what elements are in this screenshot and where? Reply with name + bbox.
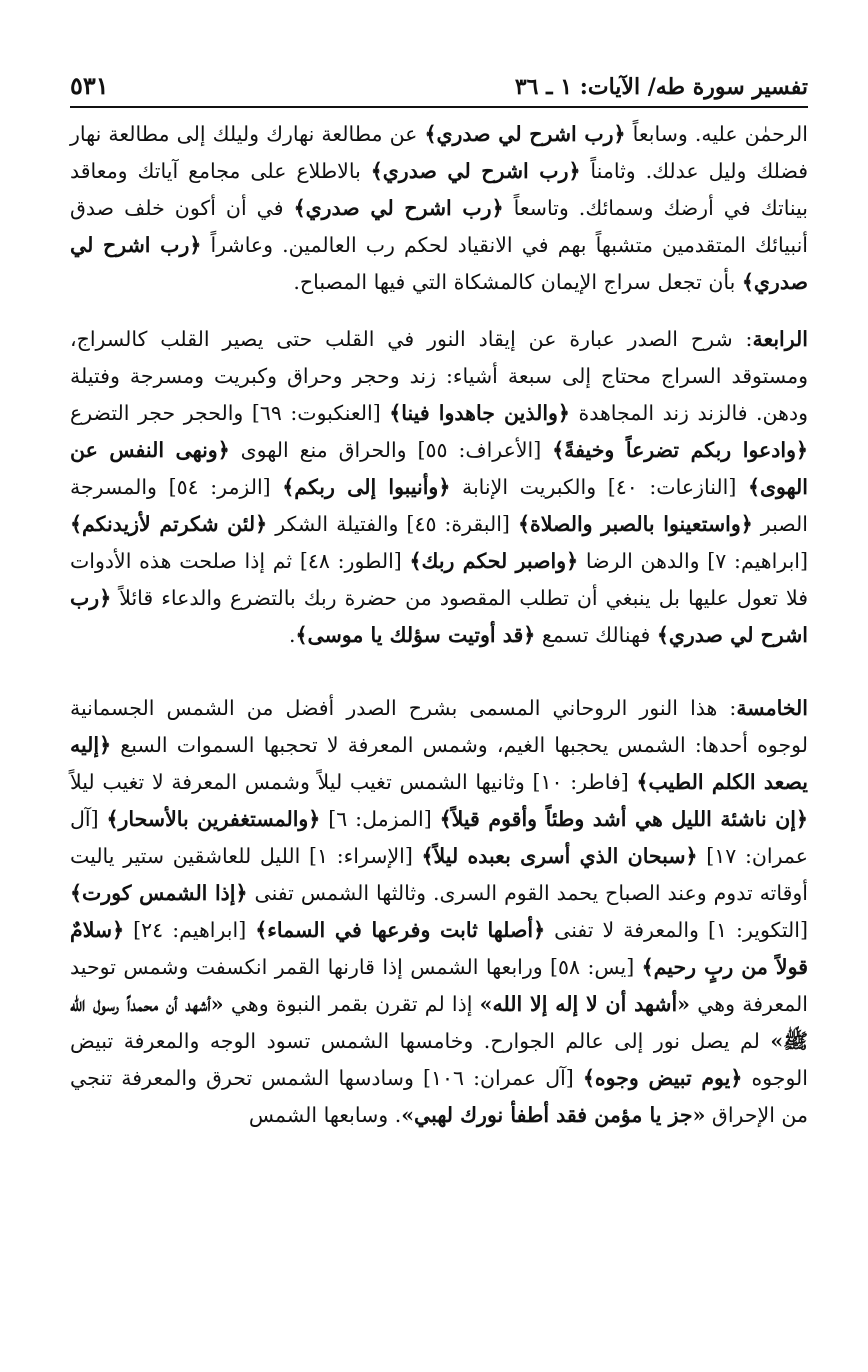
- body-text: [النازعات: ٤٠] والكبريت الإنابة: [450, 475, 748, 499]
- body-text: [المزمل: ٦]: [320, 807, 440, 831]
- quote-text: ﴿واستعينوا بالصبر والصلاة﴾: [517, 512, 753, 536]
- body-text: [الزمر: ٥٤] والمسرجة الصبر: [70, 475, 808, 536]
- quote-text: ﴿والمستغفرين بالأسحار﴾: [106, 807, 321, 831]
- quote-text: «أشهد أن محمداً رسول الله ﷺ»: [70, 992, 808, 1053]
- quote-text: ﴿واصبر لحكم ربك﴾: [409, 549, 579, 573]
- body-text: [آل عمران: ١٧]: [70, 807, 808, 868]
- quote-text: «جز يا مؤمن فقد أطفأ نورك لهبي»: [401, 1103, 706, 1127]
- body-text: إذا لم تقرن بقمر النبوة وهي: [223, 992, 480, 1016]
- quote-text: ﴿وأنيبوا إلى ربكم﴾: [282, 475, 451, 499]
- quote-text: ﴿أصلها ثابت وفرعها في السماء﴾: [255, 918, 546, 942]
- body-text: [التكوير: ١] والمعرفة لا تفنى: [545, 918, 809, 942]
- quote-text: ﴿سلامٌ قولاً من ربٍ رحيم﴾: [70, 918, 808, 979]
- body-text: لم يصل نور إلى عالم الجوارح. وخامسها الشمس تسود الوجه والمعرفة تبيض الوجوه: [70, 1029, 808, 1090]
- body-text: بالاطلاع على مجامع آياتك ومعاقد بيناتك في أرضك وسمائك. وتاسعاً: [70, 159, 809, 220]
- paragraph-fifth: [70, 690, 808, 1134]
- body-text: [يس: ٥٨] ورابعها الشمس إذا قارنها القمر انكسفت وشمس توحيد المعرفة وهي: [70, 955, 809, 1016]
- body-text: : شرح الصدر عبارة عن إيقاد النور في القلب حتى يصير القلب كالسراج، ومستوقد السراج محتاج إلى سبعة أشياء: زند وحجر وحراق وكبريت ومسرجة وفتيلة ودهن. فالزند زند المجاهدة: [70, 327, 808, 425]
- quote-text: ﴿إذا الشمس كورت﴾: [70, 881, 248, 905]
- paragraph-continuation: [70, 116, 808, 301]
- quote-text: ﴿قد أوتيت سؤلك يا موسى﴾: [295, 623, 536, 647]
- quote-text: ﴿رب اشرح لي صدري﴾: [70, 586, 808, 647]
- page-number: ٥٣١: [70, 71, 109, 100]
- body-text: . وسابعها الشمس: [248, 1103, 402, 1127]
- body-text: .: [288, 623, 296, 647]
- body-text: الرحمٰن عليه. وسابعاً: [625, 122, 808, 146]
- quote-text: ﴿رب اشرح لي صدري﴾: [424, 122, 626, 146]
- body-text: عن مطالعة نهارك وليلك إلى مطالعة نهار فضلك وليل عدلك. وثامناً: [70, 122, 809, 183]
- quote-text: ﴿رب اشرح لي صدري﴾: [293, 196, 504, 220]
- paragraph-lead: الخامسة: [736, 696, 808, 720]
- quote-text: ﴿إليه يصعد الكلم الطيب﴾: [70, 733, 808, 794]
- quote-text: ﴿والذين جاهدوا فينا﴾: [389, 401, 570, 425]
- body-text: [الطور: ٤٨] ثم إذا صلحت هذه الأدوات فلا تعول عليها بل ينبغي أن تطلب المقصود من حضرة ربك بالتضرع والدعاء قائلاً: [70, 549, 808, 610]
- quote-text: ﴿وادعوا ربكم تضرعاً وخيفةً﴾: [552, 438, 809, 462]
- paragraph-lead: الرابعة: [752, 327, 808, 351]
- quote-text: ﴿يوم تبيض وجوه﴾: [582, 1066, 743, 1090]
- book-page: [70, 66, 808, 1134]
- quote-text: «أشهد أن لا إله إلا الله»: [479, 992, 690, 1016]
- quote-text: ﴿رب اشرح لي صدري﴾: [70, 233, 808, 294]
- quote-text: ﴿لئن شكرتم لأزيدنكم﴾: [70, 512, 268, 536]
- body-text: [العنكبوت: ٦٩] والحجر حجر التضرع: [70, 401, 390, 425]
- body-text: [الإسراء: ١] الليل للعاشقين ستير ياليت أوقاته تدوم وعند الصباح يحمد القوم السرى. وثالثها الشمس تفنى: [70, 844, 808, 905]
- quote-text: ﴿إن ناشئة الليل هي أشد وطئاً وأقوم قيلاً﴾: [439, 807, 808, 831]
- header-title: تفسير سورة طه/ الآيات: ١ ـ ٣٦: [514, 74, 808, 100]
- body-text: [فاطر: ١٠] وثانيها الشمس تغيب ليلاً وشمس المعرفة لا تغيب ليلاً: [70, 770, 637, 794]
- running-header: [70, 66, 808, 108]
- body-text: في أن أكون خلف صدق أنبيائك المتقدمين متشبهاً بهم في الانقياد لحكم رب العالمين. وعاشراً: [70, 196, 809, 257]
- quote-text: ﴿سبحان الذي أسرى بعبده ليلاً﴾: [421, 844, 698, 868]
- quote-text: ﴿ونهى النفس عن الهوى﴾: [70, 438, 808, 499]
- body-text: [ابراهيم: ٧] والدهن الرضا: [578, 549, 808, 573]
- body-text: [الأعراف: ٥٥] والحراق منع الهوى: [229, 438, 553, 462]
- quote-text: ﴿رب اشرح لي صدري﴾: [370, 159, 581, 183]
- body-text: : هذا النور الروحاني المسمى بشرح الصدر أفضل من الشمس الجسمانية لوجوه أحدها: الشمس يحجبها الغيم، وشمس المعرفة لا تحجبها السموات السبع: [70, 696, 808, 757]
- body-text: [آل عمران: ١٠٦] وسادسها الشمس تحرق والمعرفة تنجي من الإحراق: [70, 1066, 808, 1127]
- body-text: فهنالك تسمع: [535, 623, 657, 647]
- body-text: [ابراهيم: ٢٤]: [124, 918, 256, 942]
- paragraph-fourth: [70, 321, 808, 654]
- body-text: [البقرة: ٤٥] والفتيلة الشكر: [267, 512, 518, 536]
- body-text: بأن تجعل سراج الإيمان كالمشكاة التي فيها المصباح.: [293, 270, 742, 294]
